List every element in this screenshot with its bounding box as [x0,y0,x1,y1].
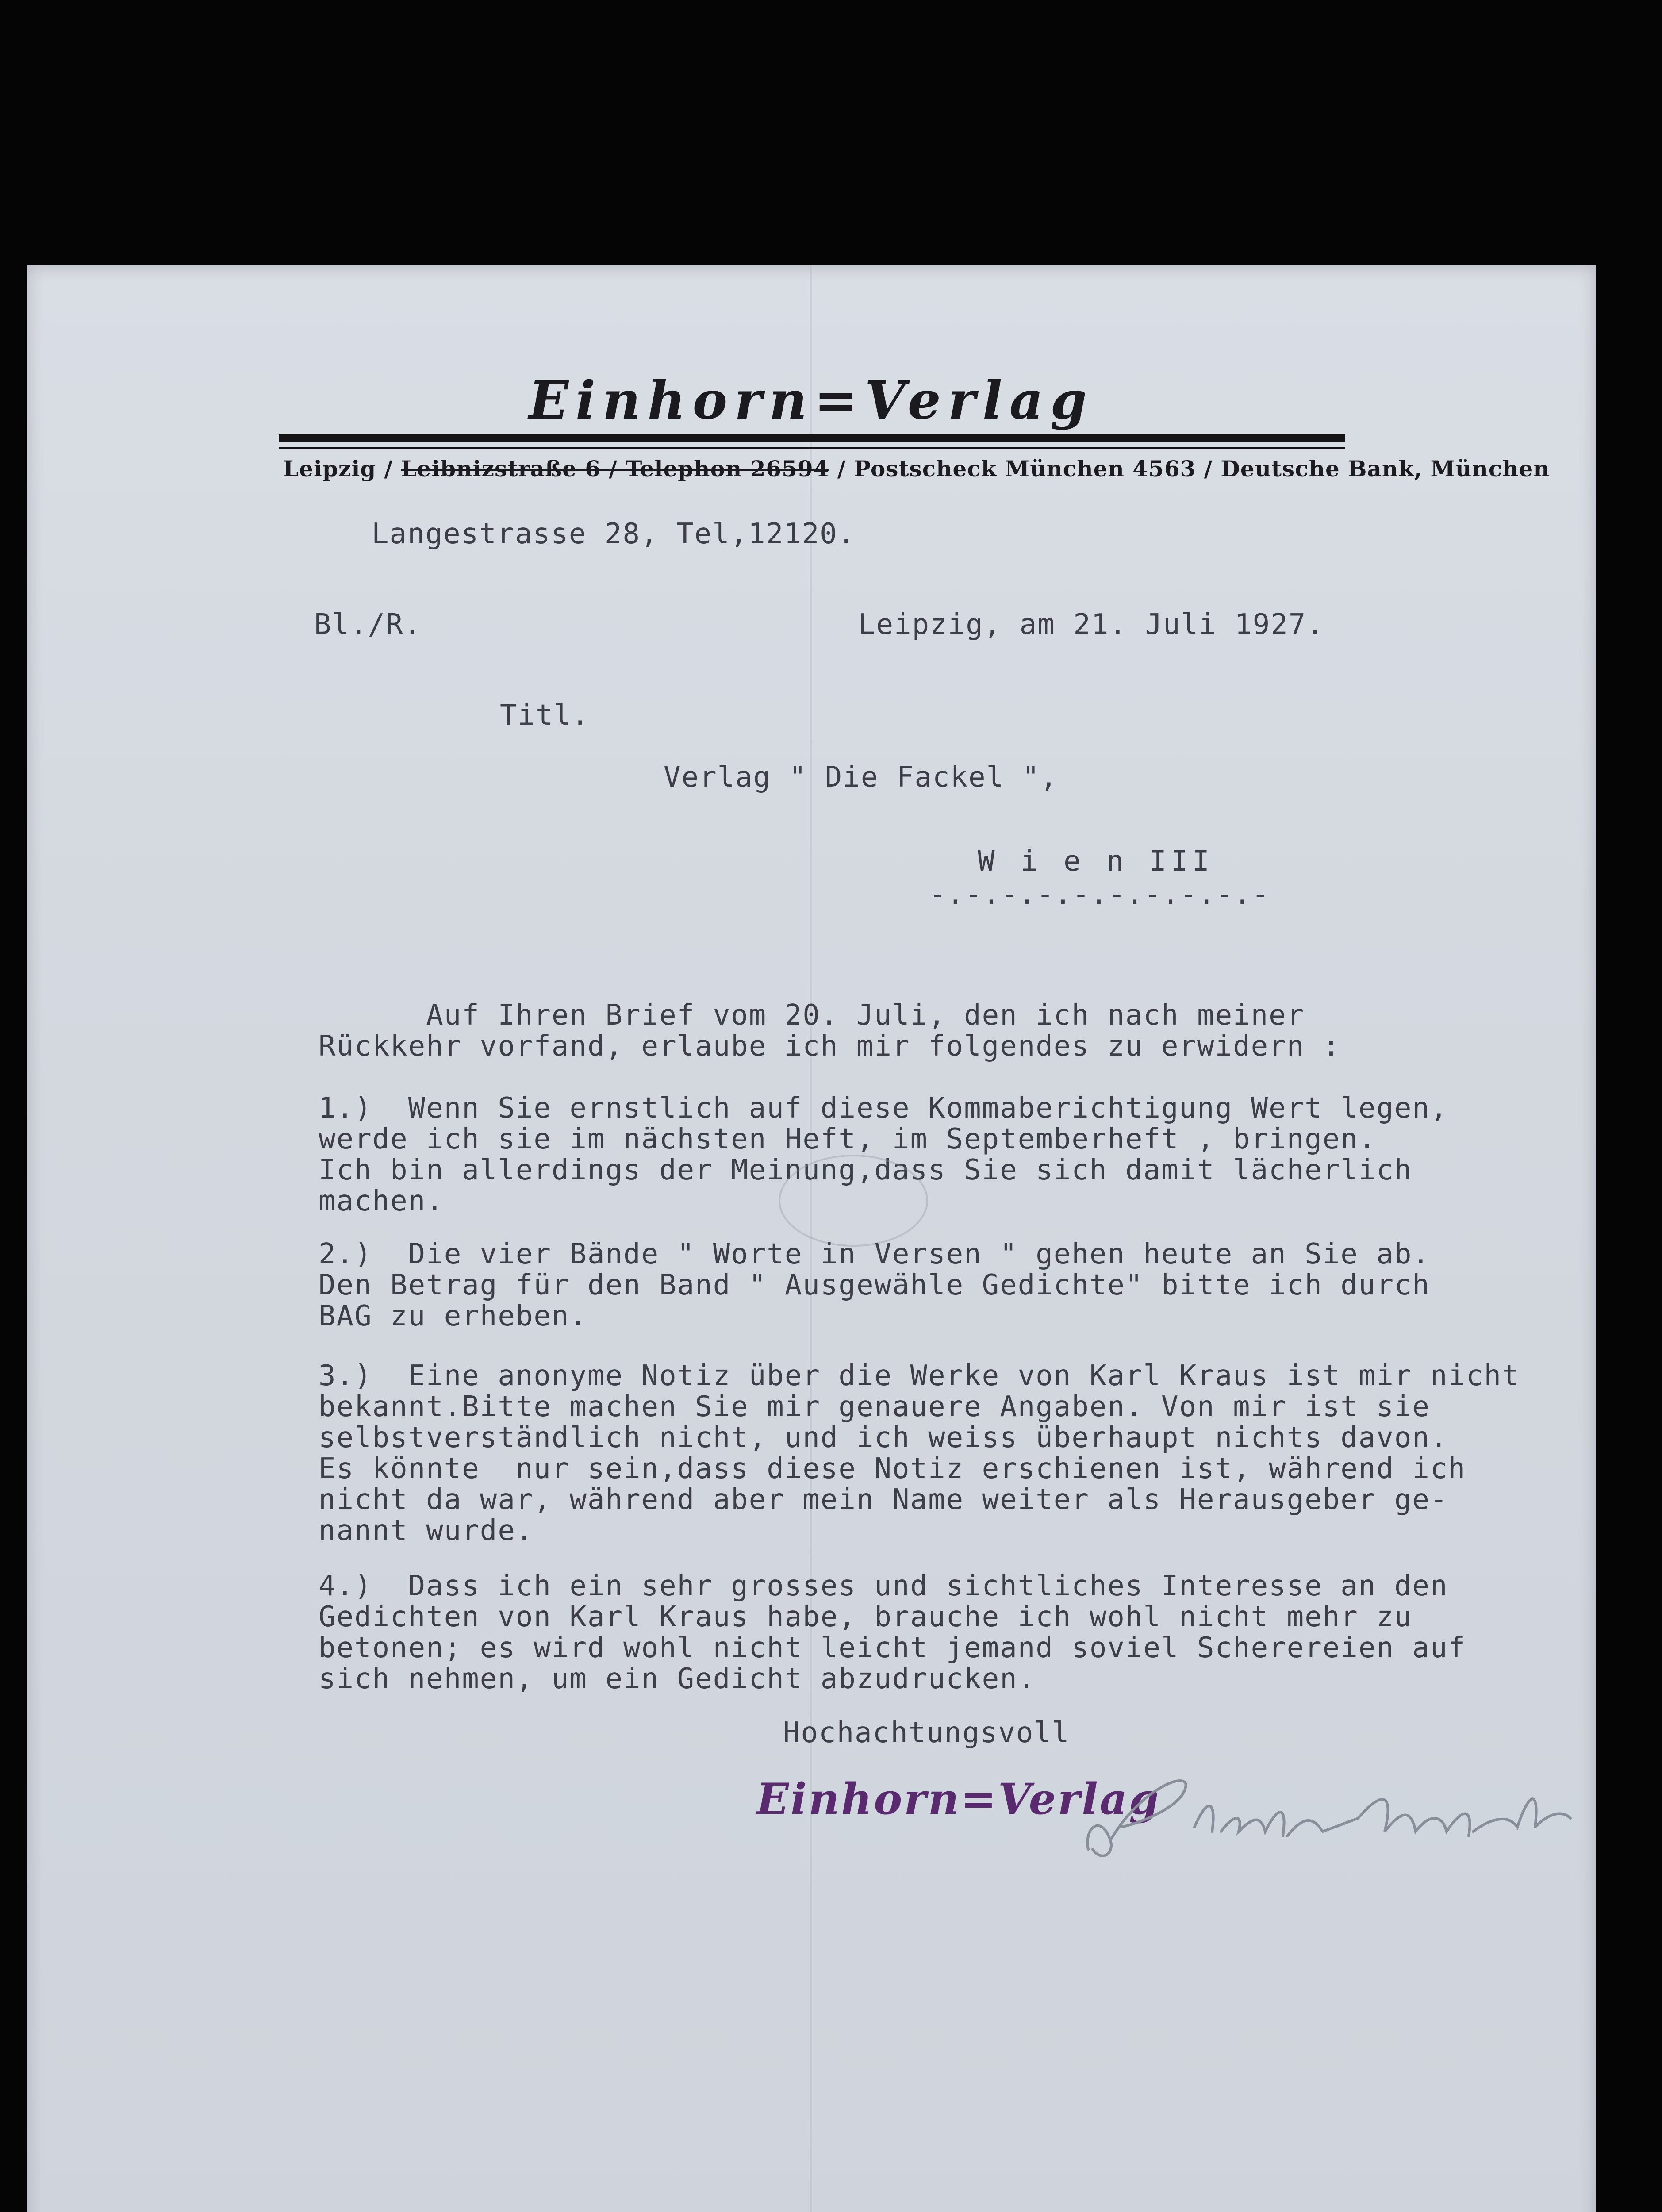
paragraph-point-2: 2.) Die vier Bände " Worte in Versen " gehen heute an Sie ab. Den Betrag für den Band " Ausgewähle Gedichte" bitte ich durch BAG zu erheben. [319,1238,1430,1333]
letter-sheet [27,265,1596,2212]
address-prefix: Leipzig / [283,456,393,482]
faded-seal [779,1155,928,1247]
letterhead-address [283,456,1550,482]
address-struck: Leibnizstraße 6 / Telephon 26594 [401,456,829,482]
paragraph-point-3: 3.) Eine anonyme Notiz über die Werke von Karl Kraus ist mir nicht bekannt.Bitte machen Sie mir genauere Angaben. Von mir ist sie selbstverständlich nicht, und ich weiss überhaupt nichts davon. Es könnte nur sein,dass diese Notiz erschienen ist, während ich nicht da war, während aber mein Name weiter als Herausgeber ge- nannt wurde. [319,1359,1520,1547]
new-address: Langestrasse 28, Tel,12120. [372,518,856,550]
closing: Hochachtungsvoll [783,1717,1070,1749]
place-date: Leipzig, am 21. Juli 1927. [858,608,1324,641]
company-stamp: Einhorn=Verlag [756,1774,1161,1824]
letterhead-title: Einhorn=Verlag [529,369,1094,431]
letterhead-rule-thick [279,434,1345,442]
reference-code: Bl./R. [314,608,422,641]
handwritten-signature [1075,1761,1584,1876]
recipient-underline: -.-.-.-.-.-.-.-.-.- [929,878,1270,911]
paragraph-point-4: 4.) Dass ich ein sehr grosses und sichtliches Interesse an den Gedichten von Karl Kraus habe, brauche ich wohl nicht mehr zu betonen; es wird wohl nicht leicht jemand soviel Scherereien auf sich nehmen, um ein Gedicht abzudrucken. [319,1570,1466,1695]
letterhead-rule-thin [279,447,1345,449]
recipient-city: W i e n III [978,845,1214,878]
recipient-salutation: Titl. [500,699,590,732]
recipient-publisher: Verlag " Die Fackel ", [664,761,1058,794]
paragraph-intro: Auf Ihren Brief vom 20. Juli, den ich nach meiner Rückkehr vorfand, erlaube ich mir folgendes zu erwidern : [319,999,1341,1063]
address-suffix: / Postscheck München 4563 / Deutsche Bank, München [837,456,1550,482]
paragraph-point-1: 1.) Wenn Sie ernstlich auf diese Kommaberichtigung Wert legen, werde ich sie im nächsten Heft, im Septemberheft , bringen. Ich bin allerdings der Meinung,dass Sie sich damit lächerlich machen. [319,1092,1448,1217]
